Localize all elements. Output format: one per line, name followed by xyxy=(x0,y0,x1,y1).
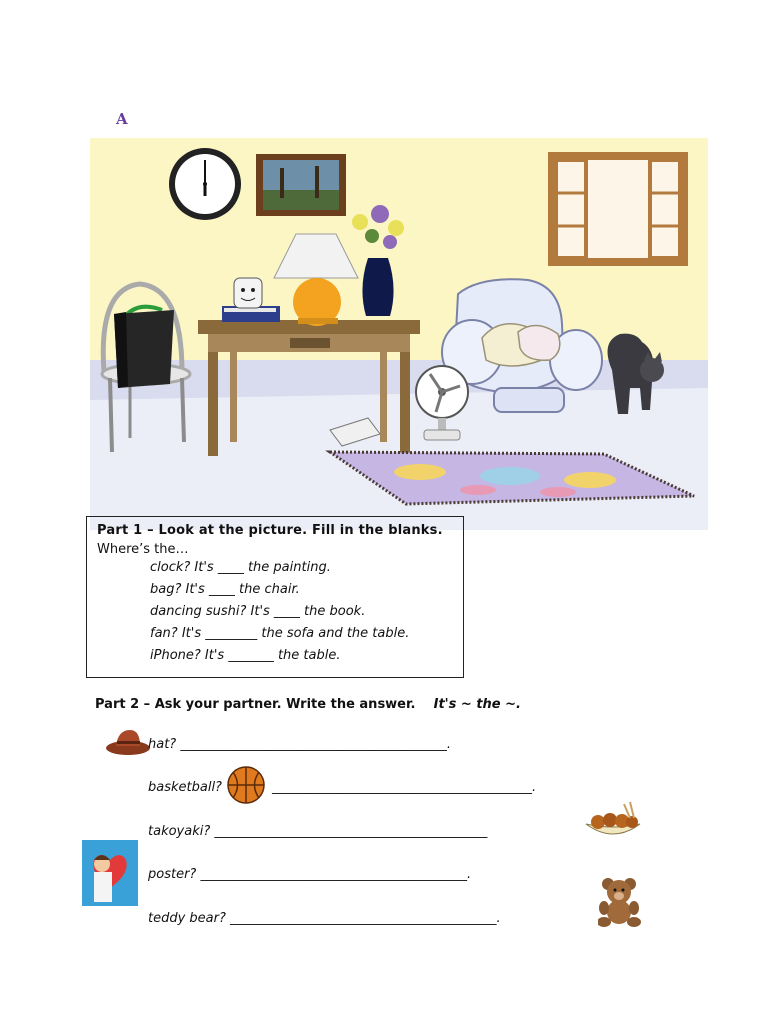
part1-line-iphone: iPhone? It's _______ the table. xyxy=(150,648,341,663)
part2-label-basketball: basketball? xyxy=(148,780,222,795)
part2-line-takoyaki: takoyaki? __________________________________________ xyxy=(148,824,488,839)
section-label: A xyxy=(116,110,128,128)
painting-icon xyxy=(256,154,346,216)
part1-title: Part 1 – Look at the picture. Fill in the blanks. xyxy=(97,523,443,538)
part1-line-fan: fan? It's ________ the sofa and the table. xyxy=(150,626,410,641)
basketball-icon xyxy=(226,766,266,804)
part2-line-basketball: ________________________________________. xyxy=(272,780,537,795)
bag-icon xyxy=(114,307,174,388)
part2-title-text: Part 2 – Ask your partner. Write the answer. xyxy=(95,697,416,712)
part1-line-bag: bag? It's ____ the chair. xyxy=(150,582,300,597)
poster-icon xyxy=(82,840,138,906)
teddy-bear-icon xyxy=(598,876,642,928)
part2-line-poster: poster? _________________________________________. xyxy=(148,867,472,882)
part1-box xyxy=(86,516,464,678)
part2-line-hat: hat? _________________________________________. xyxy=(148,737,451,752)
part1-line-clock: clock? It's ____ the painting. xyxy=(150,560,331,575)
part2-line-teddy-bear: teddy bear? _________________________________________. xyxy=(148,911,501,926)
clock-icon xyxy=(169,148,241,220)
part2-title xyxy=(95,697,521,712)
hat-icon xyxy=(104,724,152,758)
sushi-icon xyxy=(234,278,262,308)
part1-line-sushi: dancing sushi? It's ____ the book. xyxy=(150,604,366,619)
part2-hint: It's ~ the ~. xyxy=(433,697,521,712)
window-icon xyxy=(548,152,688,266)
takoyaki-icon xyxy=(584,800,642,844)
room-illustration xyxy=(90,138,708,530)
part1-intro: Where’s the… xyxy=(97,542,189,557)
